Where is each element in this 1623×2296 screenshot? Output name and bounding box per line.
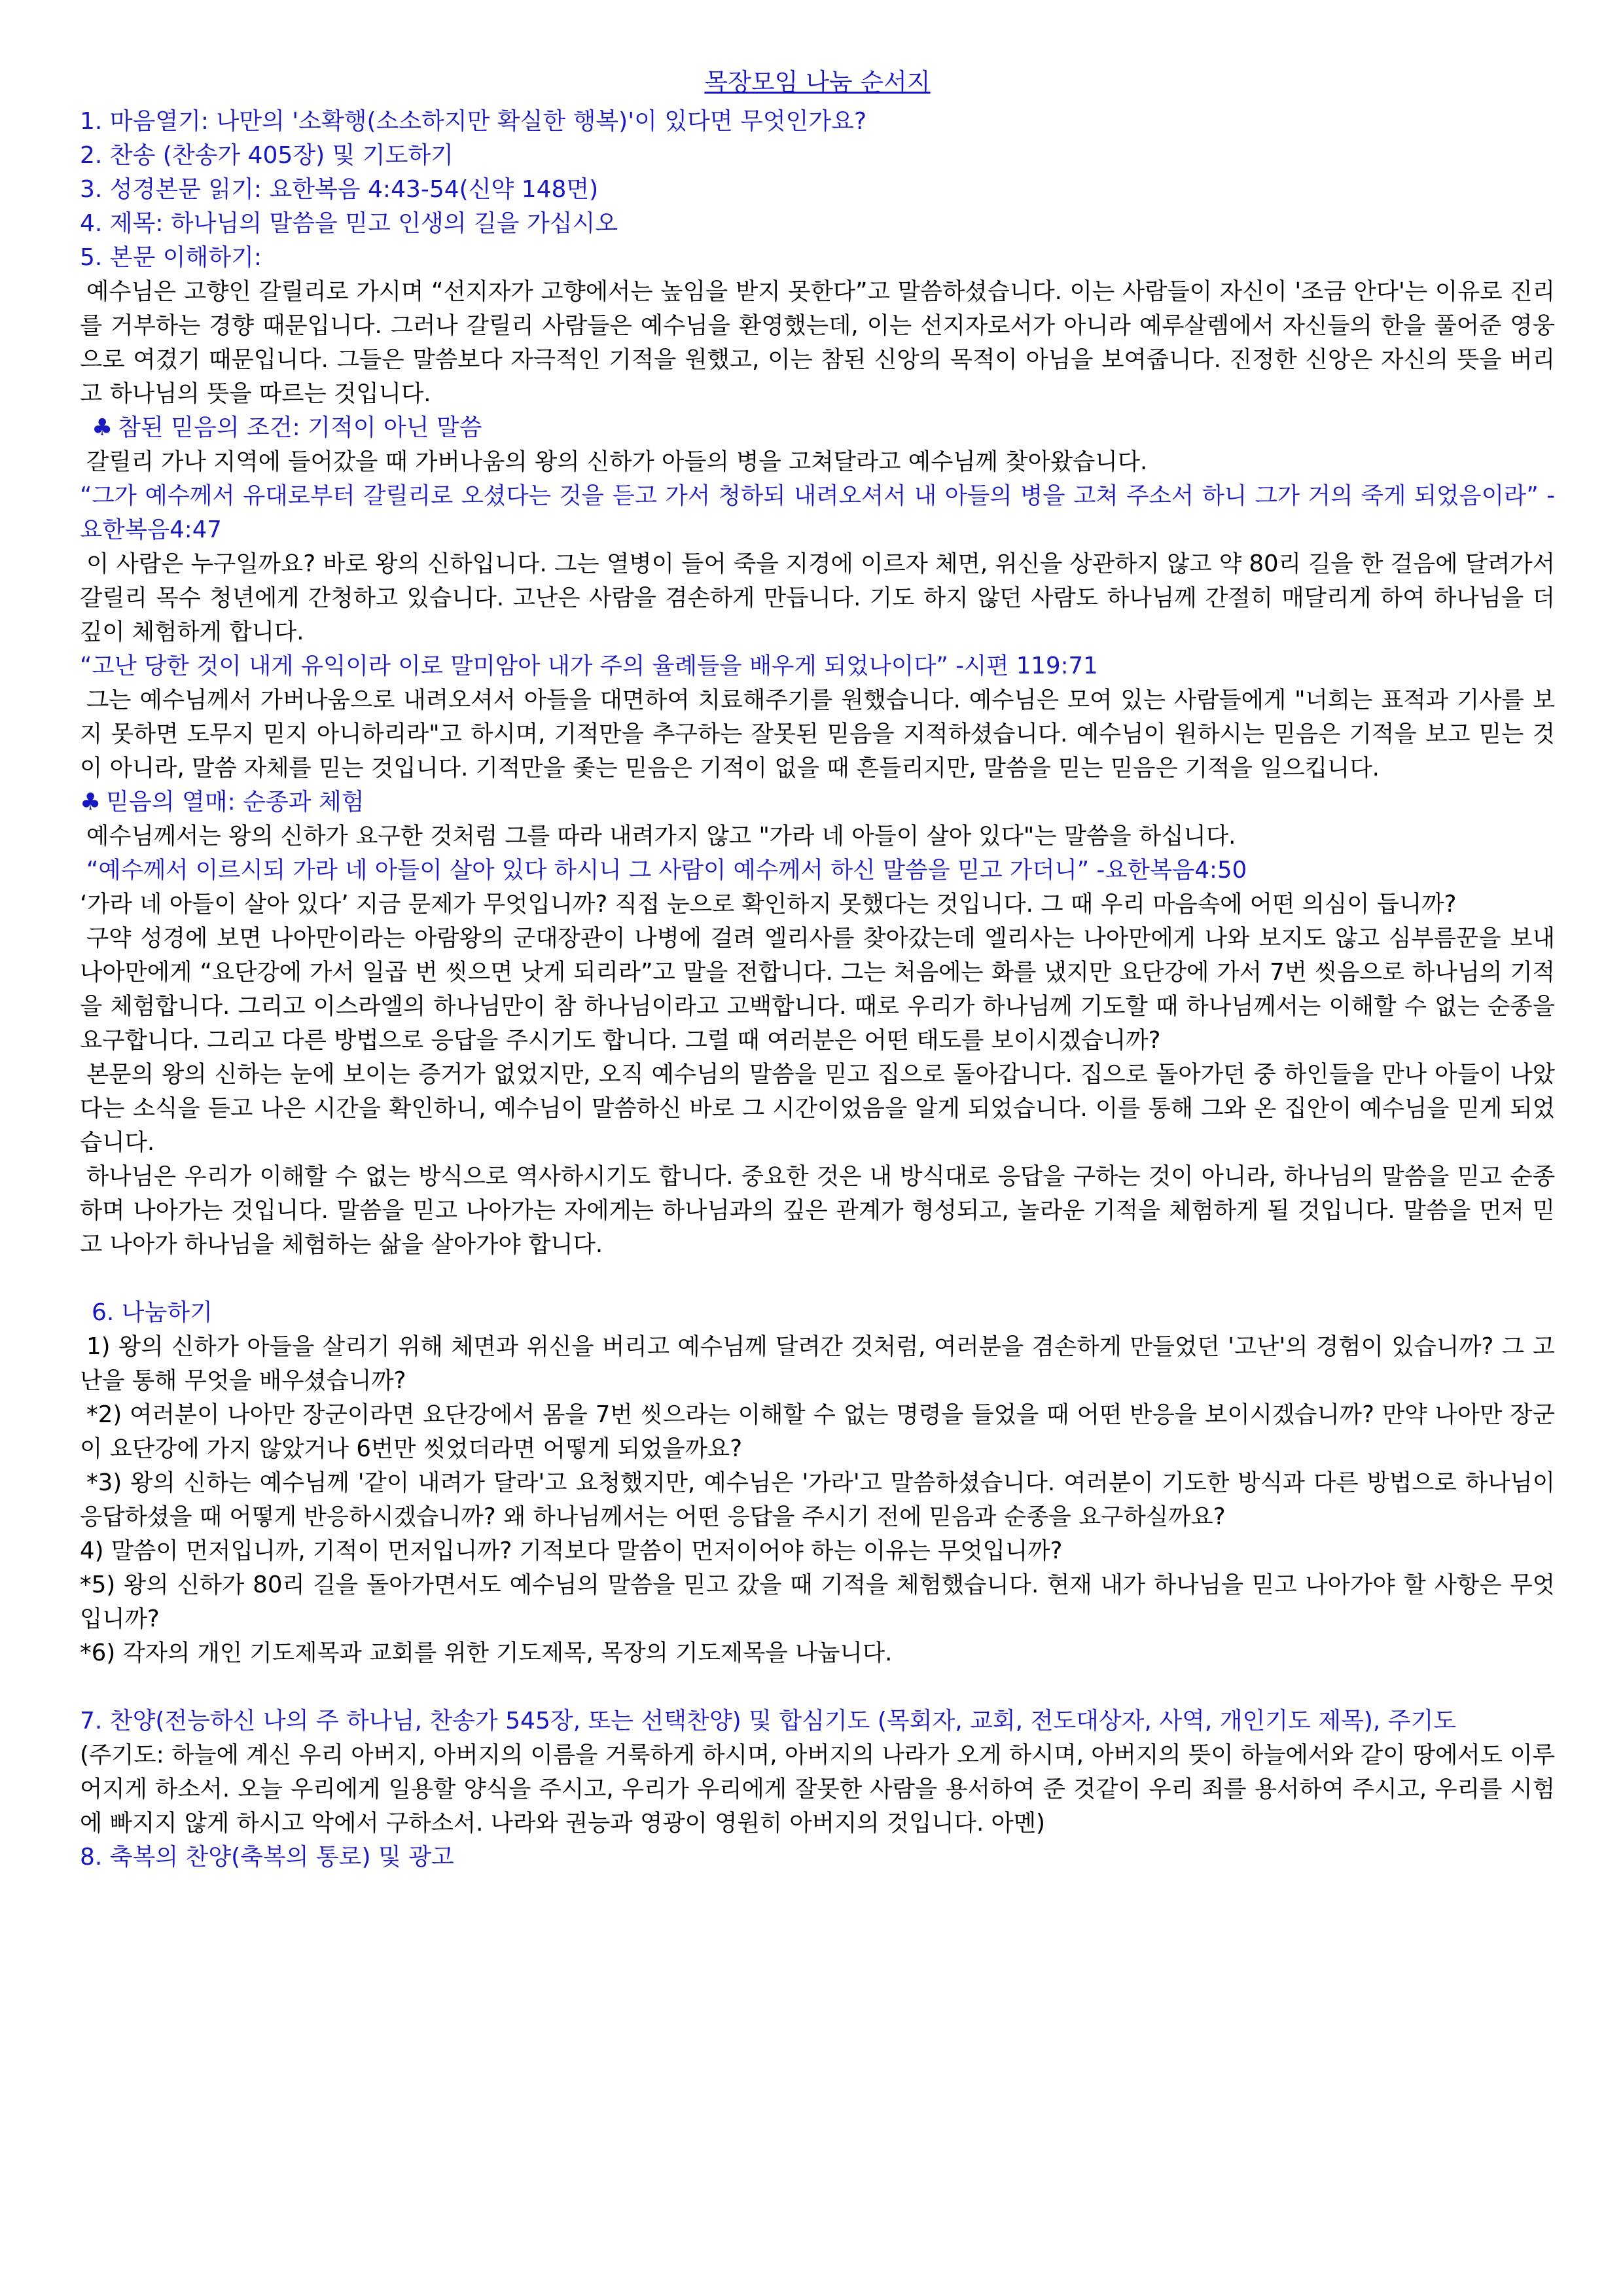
item-7-worship: 7. 찬양(전능하신 나의 주 하나님, 찬송가 545장, 또는 선택찬양) 및 합심기도 (목회자, 교회, 전도대상자, 사역, 개인기도 제목), 주기도: [80, 1708, 1457, 1734]
item-1-icebreaker: 1. 마음열기: 나만의 '소확행(소소하지만 확실한 행복)'이 있다면 무엇인가요?: [80, 108, 867, 135]
sharing-question-3: *3) 왕의 신하는 예수님께 '같이 내려가 달라'고 요청했지만, 예수님은 '가라'고 말씀하셨습니다. 여러분이 기도한 방식과 다른 방법으로 하나님이 응답하셨을 때 어떻게 반응하시겠습니까? 왜 하나님께서는 어떤 응답을 주시기 전에 믿음과 순종을 요구하실까요?: [80, 1469, 1555, 1530]
page-title: 목장모임 나눔 순서지: [704, 68, 931, 96]
club-icon: ♣: [80, 789, 101, 816]
lords-prayer: (주기도: 하늘에 계신 우리 아버지, 아버지의 이름을 거룩하게 하시며, 아버지의 나라가 오게 하시며, 아버지의 뜻이 하늘에서와 같이 땅에서도 이루어지게 하소서. 오늘 우리에게 일용할 양식을 주시고, 우리가 우리에게 잘못한 사람을 용서하여 준 것같이 우리 죄를 용서하여 주시고, 우리를 시험에 빠지지 않게 하시고 악에서 구하소서. 나라와 권능과 영광이 영원히 아버지의 것입니다. 아멘): [80, 1742, 1555, 1837]
body-paragraph-3: 이 사람은 누구일까요? 바로 왕의 신하입니다. 그는 열병이 들어 죽을 지경에 이르자 체면, 위신을 상관하지 않고 약 80리 길을 한 걸음에 달려가서 갈릴리 목수 청년에게 간청하고 있습니다. 고난은 사람을 겸손하게 만듭니다. 기도 하지 않던 사람도 하나님께 간절히 매달리게 하여 하나님을 더 깊이 체험하게 합니다.: [80, 550, 1555, 645]
body-paragraph-9: 하나님은 우리가 이해할 수 없는 방식으로 역사하시기도 합니다. 중요한 것은 내 방식대로 응답을 구하는 것이 아니라, 하나님의 말씀을 믿고 순종하며 나아가는 것입니다. 말씀을 믿고 나아가는 자에게는 하나님과의 깊은 관계가 형성되고, 놀라운 기적을 체험하게 될 것입니다. 말씀을 먼저 믿고 나아가 하나님을 체험하는 삶을 살아가야 합니다.: [80, 1163, 1555, 1258]
body-paragraph-2: 갈릴리 가나 지역에 들어갔을 때 가버나움의 왕의 신하가 아들의 병을 고쳐달라고 예수님께 찾아왔습니다.: [86, 448, 1148, 475]
spacer: [80, 1262, 1555, 1296]
scripture-quote-3: “예수께서 이르시되 가라 네 아들이 살아 있다 하시니 그 사람이 예수께서 하신 말씀을 믿고 가더니” -요한복음4:50: [86, 857, 1247, 884]
body-paragraph-6: ‘가라 네 아들이 살아 있다’ 지금 문제가 무엇입니까? 직접 눈으로 확인하지 못했다는 것입니다. 그 때 우리 마음속에 어떤 의심이 듭니까?: [80, 891, 1457, 918]
item-4-sermon-title: 4. 제목: 하나님의 말씀을 믿고 인생의 길을 가십시오: [80, 210, 618, 237]
section-heading-2-label: 믿음의 열매: 순종과 체험: [106, 789, 365, 816]
sharing-question-5: *5) 왕의 신하가 80리 길을 돌아가면서도 예수님의 말씀을 믿고 갔을 때 기적을 체험했습니다. 현재 내가 하나님을 믿고 나아가야 할 사항은 무엇입니까?: [80, 1571, 1555, 1632]
section-heading-1-label: 참된 믿음의 조건: 기적이 아닌 말씀: [118, 414, 482, 441]
spacer: [80, 1670, 1555, 1704]
body-paragraph-7: 구약 성경에 보면 나아만이라는 아람왕의 군대장관이 나병에 걸려 엘리사를 찾아갔는데 엘리사는 나아만에게 나와 보지도 않고 심부름꾼을 보내 나아만에게 “요단강에 가서 일곱 번 씻으면 낫게 되리라”고 말을 전합니다. 그는 처음에는 화를 냈지만 요단강에 가서 7번 씻음으로 하나님의 기적을 체험합니다. 그리고 이스라엘의 하나님만이 참 하나님이라고 고백합니다. 때로 우리가 하나님께 기도할 때 하나님께서는 이해할 수 없는 순종을 요구합니다. 그리고 다른 방법으로 응답을 주시기도 합니다. 그럴 때 여러분은 어떤 태도를 보이시겠습니까?: [80, 925, 1555, 1054]
scripture-quote-1: “그가 예수께서 유대로부터 갈릴리로 오셨다는 것을 듣고 가서 청하되 내려오셔서 내 아들의 병을 고쳐 주소서 하니 그가 거의 죽게 되었음이라” -요한복음4:47: [80, 482, 1556, 543]
worksheet: [80, 65, 1555, 1874]
sharing-question-4: 4) 말씀이 먼저입니까, 기적이 먼저입니까? 기적보다 말씀이 먼저이어야 하는 이유는 무엇입니까?: [80, 1537, 1063, 1564]
section-heading-2: [80, 785, 1555, 819]
item-3-scripture: 3. 성경본문 읽기: 요한복음 4:43-54(신약 148면): [80, 176, 599, 203]
club-icon: ♣: [92, 414, 113, 441]
scripture-quote-2: “고난 당한 것이 내게 유익이라 이로 말미암아 내가 주의 율례들을 배우게 되었나이다” -시편 119:71: [80, 653, 1098, 679]
body-paragraph-8: 본문의 왕의 신하는 눈에 보이는 증거가 없었지만, 오직 예수님의 말씀을 믿고 집으로 돌아갑니다. 집으로 돌아가던 중 하인들을 만나 아들이 나았다는 소식을 듣고 나은 시간을 확인하니, 예수님이 말씀하신 바로 그 시간이었음을 알게 되었습니다. 이를 통해 그와 온 집안이 예수님을 믿게 되었습니다.: [80, 1061, 1555, 1156]
sharing-question-1: 1) 왕의 신하가 아들을 살리기 위해 체면과 위신을 버리고 예수님께 달려간 것처럼, 여러분을 겸손하게 만들었던 '고난'의 경험이 있습니까? 그 고난을 통해 무엇을 배우셨습니까?: [80, 1333, 1555, 1394]
item-6-heading: 6. 나눔하기: [92, 1299, 213, 1326]
item-2-hymn: 2. 찬송 (찬송가 405장) 및 기도하기: [80, 142, 454, 169]
item-5-heading: 5. 본문 이해하기:: [80, 244, 262, 271]
body-paragraph-4: 그는 예수님께서 가버나움으로 내려오셔서 아들을 대면하여 치료해주기를 원했습니다. 예수님은 모여 있는 사람들에게 "너희는 표적과 기사를 보지 못하면 도무지 믿지 아니하리라"고 하시며, 기적만을 추구하는 잘못된 믿음을 지적하셨습니다. 예수님이 원하시는 믿음은 기적을 보고 믿는 것이 아니라, 말씀 자체를 믿는 것입니다. 기적만을 좇는 믿음은 기적이 없을 때 흔들리지만, 말씀을 믿는 믿음은 기적을 일으킵니다.: [80, 687, 1555, 781]
sharing-question-2: *2) 여러분이 나아만 장군이라면 요단강에서 몸을 7번 씻으라는 이해할 수 없는 명령을 들었을 때 어떤 반응을 보이시겠습니까? 만약 나아만 장군이 요단강에 가지 않았거나 6번만 씻었더라면 어떻게 되었을까요?: [80, 1401, 1555, 1462]
body-paragraph-5: 예수님께서는 왕의 신하가 요구한 것처럼 그를 따라 내려가지 않고 "가라 네 아들이 살아 있다"는 말씀을 하십니다.: [86, 823, 1236, 850]
body-paragraph-1: 예수님은 고향인 갈릴리로 가시며 “선지자가 고향에서는 높임을 받지 못한다”고 말씀하셨습니다. 이는 사람들이 자신이 '조금 안다'는 이유로 진리를 거부하는 경향 때문입니다. 그러나 갈릴리 사람들은 예수님을 환영했는데, 이는 선지자로서가 아니라 예루살렘에서 자신들의 한을 풀어준 영웅으로 여겼기 때문입니다. 그들은 말씀보다 자극적인 기적을 원했고, 이는 참된 신앙의 목적이 아님을 보여줍니다. 진정한 신앙은 자신의 뜻을 버리고 하나님의 뜻을 따르는 것입니다.: [80, 278, 1555, 407]
item-8-blessing: 8. 축복의 찬양(축복의 통로) 및 광고: [80, 1844, 454, 1871]
sharing-question-6: *6) 각자의 개인 기도제목과 교회를 위한 기도제목, 목장의 기도제목을 나눕니다.: [80, 1640, 893, 1666]
section-heading-1: [80, 411, 1555, 445]
